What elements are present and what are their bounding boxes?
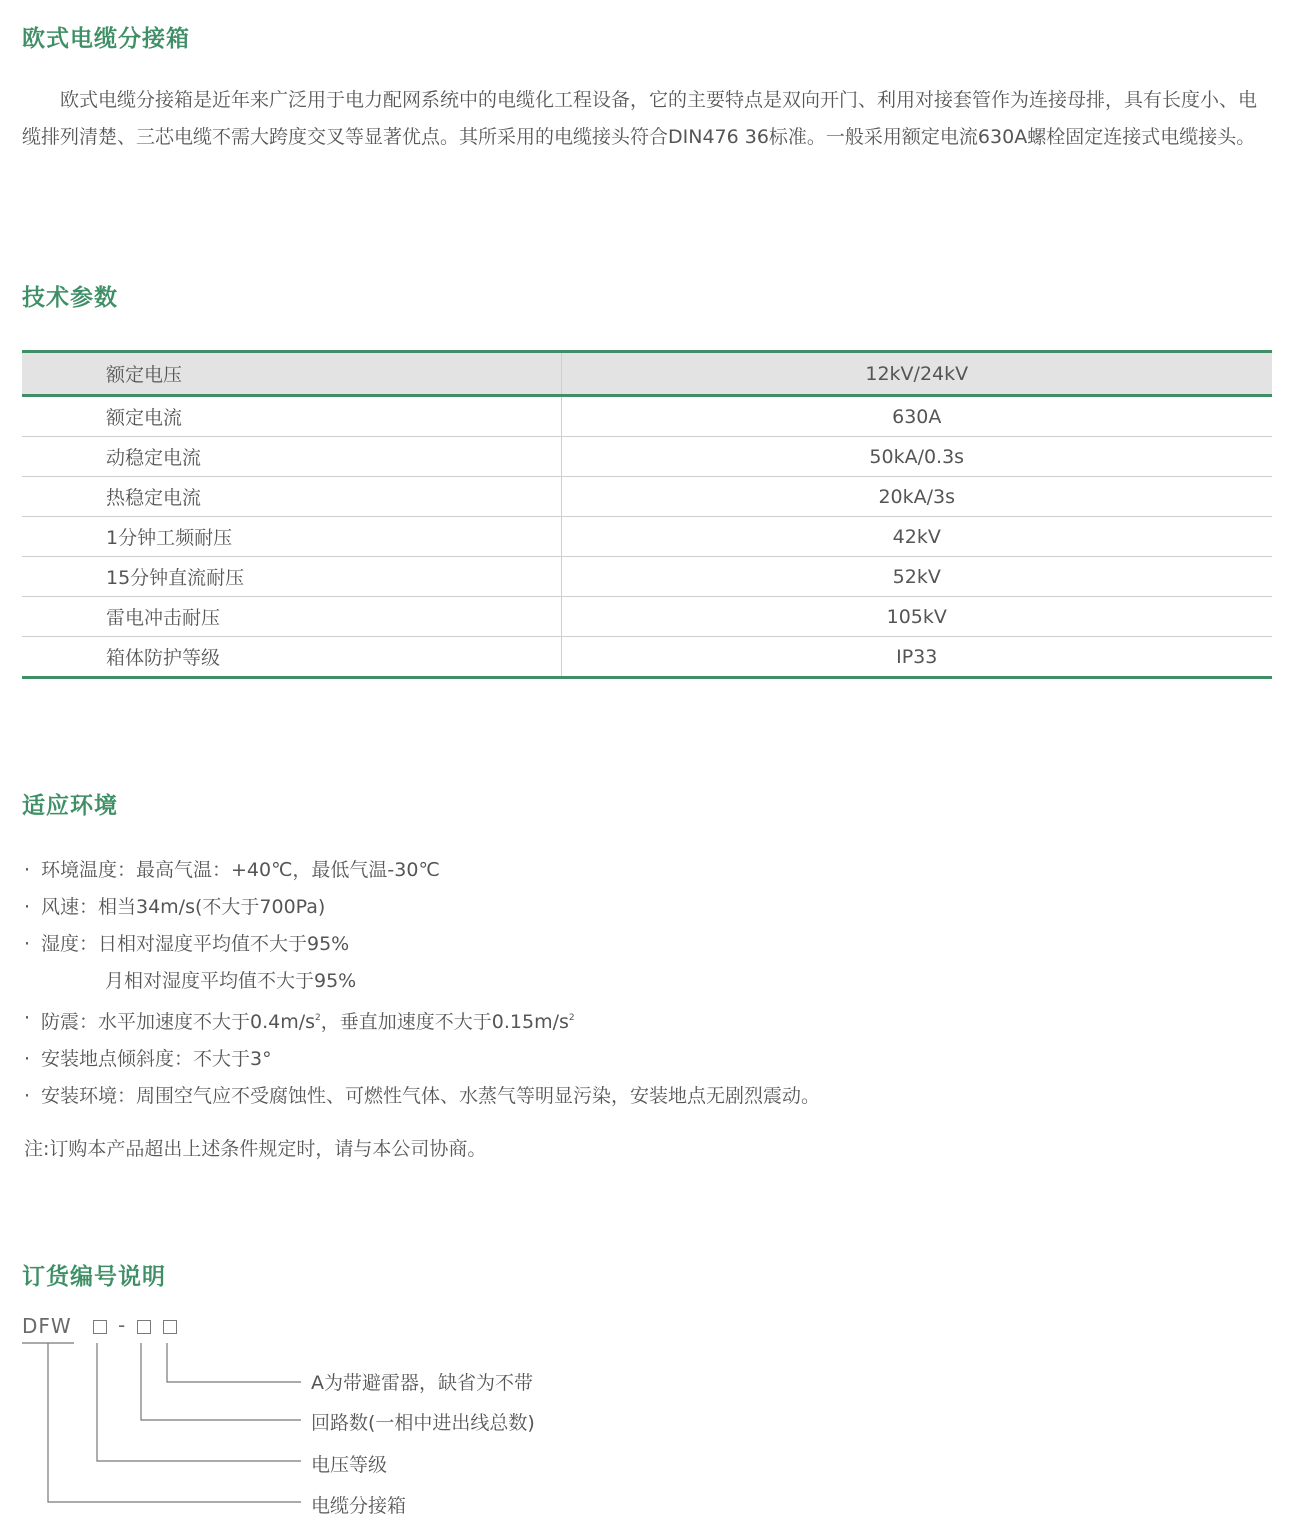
- spec-label: 15分钟直流耐压: [22, 557, 561, 597]
- superscript: 2: [568, 1013, 575, 1023]
- spec-label: 额定电压: [22, 352, 561, 396]
- spec-label: 热稳定电流: [22, 477, 561, 517]
- code-desc-product: 电缆分接箱: [311, 1495, 407, 1517]
- connector-line: [48, 1343, 301, 1502]
- bullet-dot: ·: [24, 1085, 31, 1107]
- connector-line: [97, 1343, 301, 1461]
- list-item: · 安装地点倾斜度：不大于3°: [24, 1041, 820, 1078]
- spec-value: 105kV: [561, 597, 1272, 637]
- spec-value: IP33: [896, 645, 938, 668]
- spec-label: 额定电流: [22, 396, 561, 437]
- spec-label: 箱体防护等级: [22, 637, 561, 678]
- bullet-dot: ·: [24, 859, 31, 881]
- spec-value: 42kV: [561, 517, 1272, 557]
- code-prefix: DFW: [22, 1314, 72, 1338]
- superscript: 2: [315, 1013, 321, 1023]
- bullet-dot: ·: [24, 896, 31, 918]
- spec-value: 52kV: [561, 557, 1272, 597]
- section-title-order-code: 订货编号说明: [22, 1264, 166, 1290]
- connector-line: [167, 1343, 301, 1382]
- code-dash: -: [118, 1313, 126, 1337]
- list-item: · 安装环境：周围空气应不受腐蚀性、可燃性气体、水蒸气等明显污染，安装地点无剧烈震动。: [24, 1078, 820, 1115]
- spec-label: 动稳定电流: [22, 437, 561, 477]
- bullet-dot: ·: [24, 933, 31, 955]
- code-desc-circuits: 回路数(一相中进出线总数): [311, 1412, 535, 1434]
- code-desc-voltage: 电压等级: [311, 1454, 388, 1476]
- section-title-environment: 适应环境: [22, 793, 118, 819]
- section-title-params: 技术参数: [22, 285, 118, 311]
- list-item-continuation: 月相对湿度平均值不大于95%: [105, 970, 357, 992]
- code-desc-arrester: A为带避雷器，缺省为不带: [311, 1372, 533, 1394]
- spec-value: 20kA/3s: [561, 477, 1272, 517]
- bullet-dot: ·: [24, 1007, 31, 1029]
- spec-value: 630A: [561, 396, 1272, 437]
- list-item: · 风速：相当34m/s(不大于700Pa): [24, 889, 820, 926]
- bullet-dot: ·: [24, 1048, 31, 1070]
- order-note: 注:订购本产品超出上述条件规定时，请与本公司协商。: [24, 1138, 487, 1160]
- section-title-intro: 欧式电缆分接箱: [22, 26, 190, 52]
- spec-value: 12kV/24kV: [561, 352, 1272, 396]
- spec-label: 1分钟工频耐压: [22, 517, 561, 557]
- spec-label: 雷电冲击耐压: [22, 597, 561, 637]
- spec-value: 50kA/0.3s: [561, 437, 1272, 477]
- list-item: · 防震：水平加速度不大于$0.4m/s^2$，垂直加速度不大于$0.15m/s^2$: [24, 1000, 820, 1041]
- list-item: · 湿度：日相对湿度平均值不大于95%: [24, 926, 820, 963]
- list-item: · 环境温度：最高气温：+40℃，最低气温-30℃: [24, 852, 820, 889]
- intro-paragraph: 欧式电缆分接箱是近年来广泛用于电力配网系统中的电缆化工程设备，它的主要特点是双向开门、利用对接套管作为连接母排，具有长度小、电缆排列清楚、三芯电缆不需大跨度交叉等显著优点。其所采用的电缆接头符合DIN476 36标准。一般采用额定电流630A螺栓固定连接式电缆接头。: [22, 89, 1258, 148]
